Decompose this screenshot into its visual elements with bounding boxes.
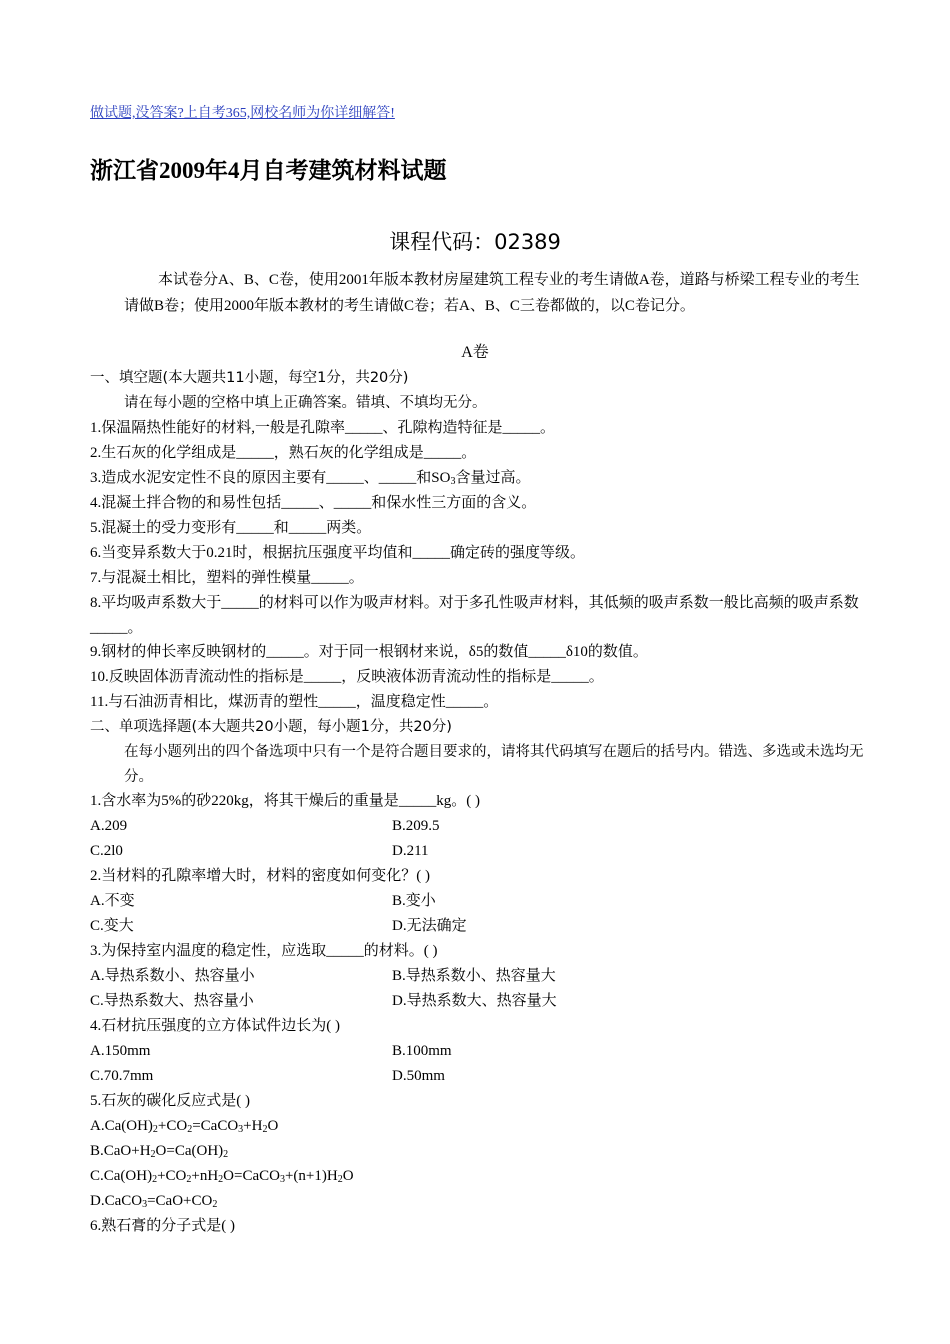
fill-q10: 10.反映固体沥青流动性的指标是_____，反映液体沥青流动性的指标是_____。 — [90, 669, 604, 685]
choice-q3: 3.为保持室内温度的稳定性，应选取_____的材料。( ) — [90, 943, 438, 959]
section1-instruction: 请在每小题的空格中填上正确答案。错填、不填均无分。 — [124, 395, 487, 411]
choice-q2-option-c: C.变大 — [90, 918, 134, 934]
choice-q5-option-d: $D.CaCO_3=CaO+CO_2$ — [90, 1193, 218, 1210]
fill-q2: 2.生石灰的化学组成是_____，熟石灰的化学组成是_____。 — [90, 445, 477, 461]
choice-q5-option-a: $A.Ca(OH)_2+CO_2=CaCO_3+H_2O$ — [90, 1118, 279, 1135]
section2-title: 二、单项选择题(本大题共20小题，每小题1分，共20分) — [90, 719, 452, 735]
choice-q2: 2.当材料的孔隙率增大时，材料的密度如何变化？( ) — [90, 868, 430, 884]
fill-q7: 7.与混凝土相比，塑料的弹性模量_____。 — [90, 570, 364, 586]
choice-q5-option-b: $B.CaO+H_2O=Ca(OH)_2$ — [90, 1143, 229, 1160]
choice-q4-option-c: C.70.7mm — [90, 1068, 154, 1084]
volume-a-heading: A卷 — [461, 344, 489, 361]
promo-link[interactable]: 做试题,没答案?上自考365,网校名师为你详细解答! — [90, 106, 395, 121]
choice-q6: 6.熟石膏的分子式是( ) — [90, 1218, 235, 1234]
choice-q3-option-c: C.导热系数大、热容量小 — [90, 993, 254, 1009]
choice-q2-option-a: A.不变 — [90, 893, 135, 909]
choice-q5: 5.石灰的碳化反应式是( ) — [90, 1093, 250, 1109]
section1-title: 一、填空题(本大题共11小题，每空1分，共20分) — [90, 370, 409, 386]
fill-q3: 3.造成水泥安定性不良的原因主要有_____、_____和$SO_3$含量过高。 — [90, 470, 531, 487]
choice-q1-option-a: A.209 — [90, 818, 128, 834]
choice-q4-option-d: D.50mm — [392, 1068, 445, 1084]
intro-paragraph: 本试卷分A、B、C卷，使用2001年版本教材房屋建筑工程专业的考生请做A卷，道路与桥梁工程专业的考生请做B卷；使用2000年版本教材的考生请做C卷；若A、B、C三卷都做的，以C卷记分。 — [124, 272, 860, 314]
choice-q2-option-d: D.无法确定 — [392, 918, 467, 934]
fill-q8: 8.平均吸声系数大于_____的材料可以作为吸声材料。对于多孔性吸声材料，其低频的吸声系数一般比高频的吸声系数_____。 — [90, 595, 859, 636]
choice-q3-option-a: A.导热系数小、热容量小 — [90, 968, 255, 984]
fill-q1: 1.保温隔热性能好的材料,一般是孔隙率_____、孔隙构造特征是_____。 — [90, 420, 556, 436]
choice-q1: 1.含水率为5%的砂220kg，将其干燥后的重量是_____kg。( ) — [90, 793, 480, 809]
choice-q3-option-b: B.导热系数小、热容量大 — [392, 968, 556, 984]
choice-q4: 4.石材抗压强度的立方体试件边长为( ) — [90, 1018, 340, 1034]
choice-q4-option-b: B.100mm — [392, 1043, 452, 1059]
choice-q3-option-d: D.导热系数大、热容量大 — [392, 993, 557, 1009]
choice-q1-option-d: D.211 — [392, 843, 429, 859]
fill-q5: 5.混凝土的受力变形有_____和_____两类。 — [90, 520, 372, 536]
choice-q2-option-b: B.变小 — [392, 893, 436, 909]
choice-q4-option-a: A.150mm — [90, 1043, 151, 1059]
choice-q1-option-c: C.2l0 — [90, 843, 123, 859]
section2-instruction: 在每小题列出的四个备选项中只有一个是符合题目要求的，请将其代码填写在题后的括号内。错选、多选或未选均无分。 — [124, 744, 864, 785]
fill-q4: 4.混凝土拌合物的和易性包括_____、_____和保水性三方面的含义。 — [90, 495, 537, 511]
fill-q11: 11.与石油沥青相比，煤沥青的塑性_____，温度稳定性_____。 — [90, 694, 499, 710]
fill-q6: 6.当变异系数大于0.21时，根据抗压强度平均值和_____确定砖的强度等级。 — [90, 545, 586, 561]
choice-q5-option-c: $C.Ca(OH)_2+CO_2+nH_2O=CaCO_3+(n+1)H_2O$ — [90, 1168, 354, 1185]
course-code: 课程代码：02389 — [389, 230, 561, 254]
page-title: 浙江省2009年4月自考建筑材料试题 — [90, 158, 447, 183]
fill-q9: 9.钢材的伸长率反映钢材的_____。对于同一根钢材来说，δ5的数值_____δ10的数值。 — [90, 644, 648, 660]
choice-q1-option-b: B.209.5 — [392, 818, 440, 834]
